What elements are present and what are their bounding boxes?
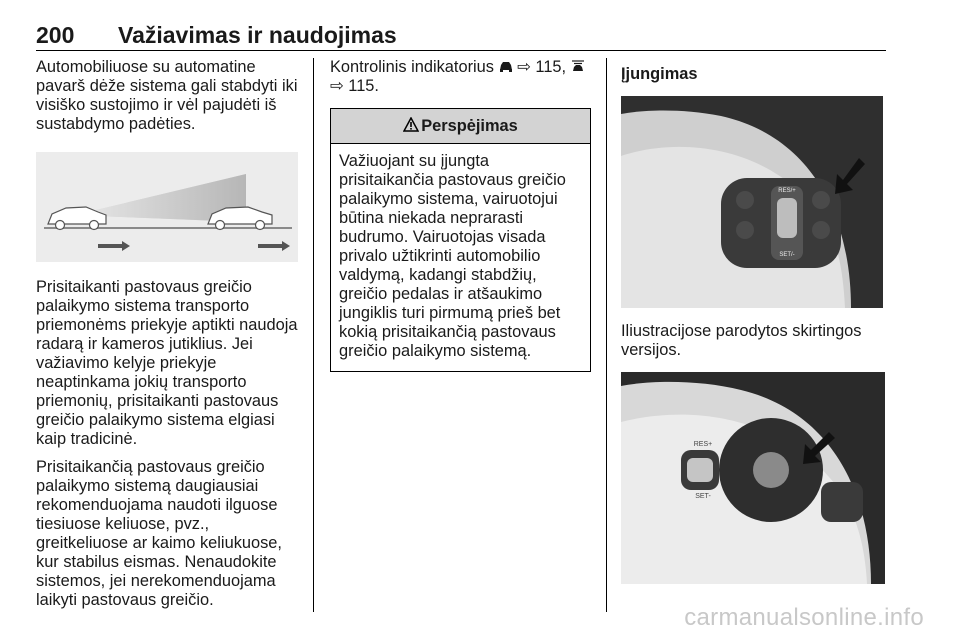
column-middle [330, 58, 592, 372]
warning-header [331, 109, 590, 144]
page-reference-1: 115, [535, 58, 567, 76]
page-title: Važiavimas ir naudojimas [118, 22, 397, 48]
warning-title: Perspėjimas [421, 116, 518, 135]
res-plus-label: RES+ [693, 441, 713, 448]
indicator-label: Kontrolinis indikatorius [330, 58, 494, 76]
recommendation-paragraph: Prisitaikančią pastovaus greičio palaikymo sistemą daugiausiai rekomenduojama naudoti ilguose tiesiuose keliuose, pvz., greitkeliuose ar kaimo keliukuose, kur stabilus eismas. Nenaudokite sistemos, jei nerekomenduojama laikyti pastovaus greičio. [36, 458, 282, 609]
car-indicator-icon [499, 58, 518, 76]
radar-illustration-graphic [36, 152, 298, 262]
versions-caption: Iliustracijose parodytos skirtingos versijos. [621, 322, 862, 359]
steering-wheel-image-2 [621, 372, 885, 584]
warning-box [330, 108, 591, 372]
watermark: carmanualsonline.info [684, 604, 924, 631]
page-reference-icon: ⇨ [330, 77, 344, 95]
warning-triangle-icon [403, 117, 419, 136]
page-reference-icon: ⇨ [517, 58, 531, 76]
set-minus-label: SET- [695, 493, 711, 500]
column-divider-1 [313, 58, 314, 612]
steering-wheel-photo-1 [621, 96, 883, 308]
section-title: Įjungimas [621, 65, 698, 83]
set-minus-label: SET/- [779, 252, 795, 258]
steering-wheel-image-1 [621, 96, 883, 308]
column-divider-2 [606, 58, 607, 612]
page-header [36, 16, 886, 52]
column-left [36, 58, 304, 610]
car-radar-indicator-icon [571, 58, 585, 76]
radar-paragraph: Prisitaikanti pastovaus greičio palaikymo sistema transporto priemonėms priekyje aptikti naudoja radarą ir kameros jutiklius. Jei važiavimo kelyje priekyje neaptinkama jokių transporto priemonių, prisitaikanti pastovaus greičio palaikymo sistema elgiasi kaip tradicinė. [36, 278, 298, 448]
radar-illustration [36, 152, 298, 262]
intro-paragraph: Automobiliuose su automatine pavarš dėže sistema gali stabdyti iki visiško sustojimo ir vėl pajudėti iš sustabdymo padėties. [36, 58, 298, 133]
page-reference-2: 115. [348, 77, 379, 95]
warning-body: Važiuojant su įjungta prisitaikančia pastovaus greičio palaikymo sistema, vairuotojui būtina niekada neprarasti budrumo. Vairuotojas visada privalo užtikrinti automobilio valdymą, kadangi stabdžių, greičio pedalas ir atšaukimo jungiklis turi pirmumą prieš bet kokią prisitaikančią pastovaus greičio palaikymo sistemą. [339, 152, 566, 360]
header-rule [36, 50, 886, 51]
column-right [621, 58, 889, 584]
res-plus-label: RES/+ [778, 188, 796, 194]
page-number: 200 [36, 22, 75, 48]
indicator-paragraph [330, 58, 592, 96]
steering-wheel-photo-2 [621, 372, 885, 584]
